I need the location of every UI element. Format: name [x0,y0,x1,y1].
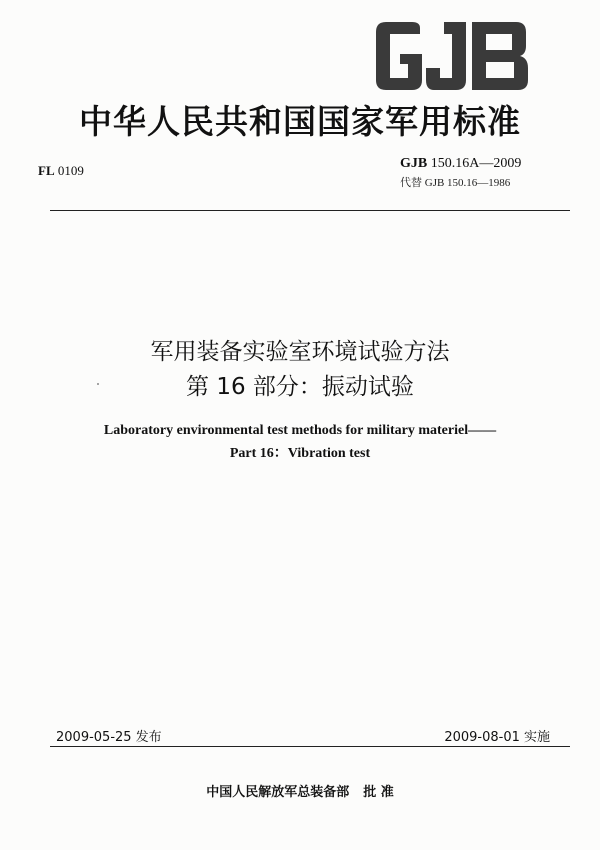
header-title: 中华人民共和国国家军用标准 [79,102,521,141]
standard-number-value: 150.16A—2009 [430,156,522,171]
classification-code [38,163,84,179]
standard-number [400,156,560,172]
scan-speck [97,383,99,385]
standard-prefix: GJB [400,156,428,171]
header-divider [50,210,570,211]
document-title-en-line2: Part 16：Vibration test [229,446,371,461]
document-title-en-line1: Laboratory environmental test methods for military materiel—— [103,423,497,438]
document-title-zh-line2: 第 16 部分：振动试验 [186,374,414,400]
gjb-logo-graphic [372,18,532,96]
approval-line [0,781,600,800]
replaces-note: 代替 GJB 150.16—1986 [400,177,511,189]
implementation-date: 2009-08-01 实施 [444,730,550,745]
gjb-logo [372,18,532,96]
issue-date: 2009-05-25 发布 [56,730,162,745]
classification-prefix: FL [38,163,55,178]
document-title-zh-line1: 军用装备实验室环境试验方法 [150,339,450,365]
approval-action: 批 准 [363,785,394,800]
standard-number-block [400,156,560,190]
classification-number: 0109 [57,163,84,178]
footer-divider [50,746,570,747]
approving-authority: 中国人民解放军总装备部 [206,785,350,800]
